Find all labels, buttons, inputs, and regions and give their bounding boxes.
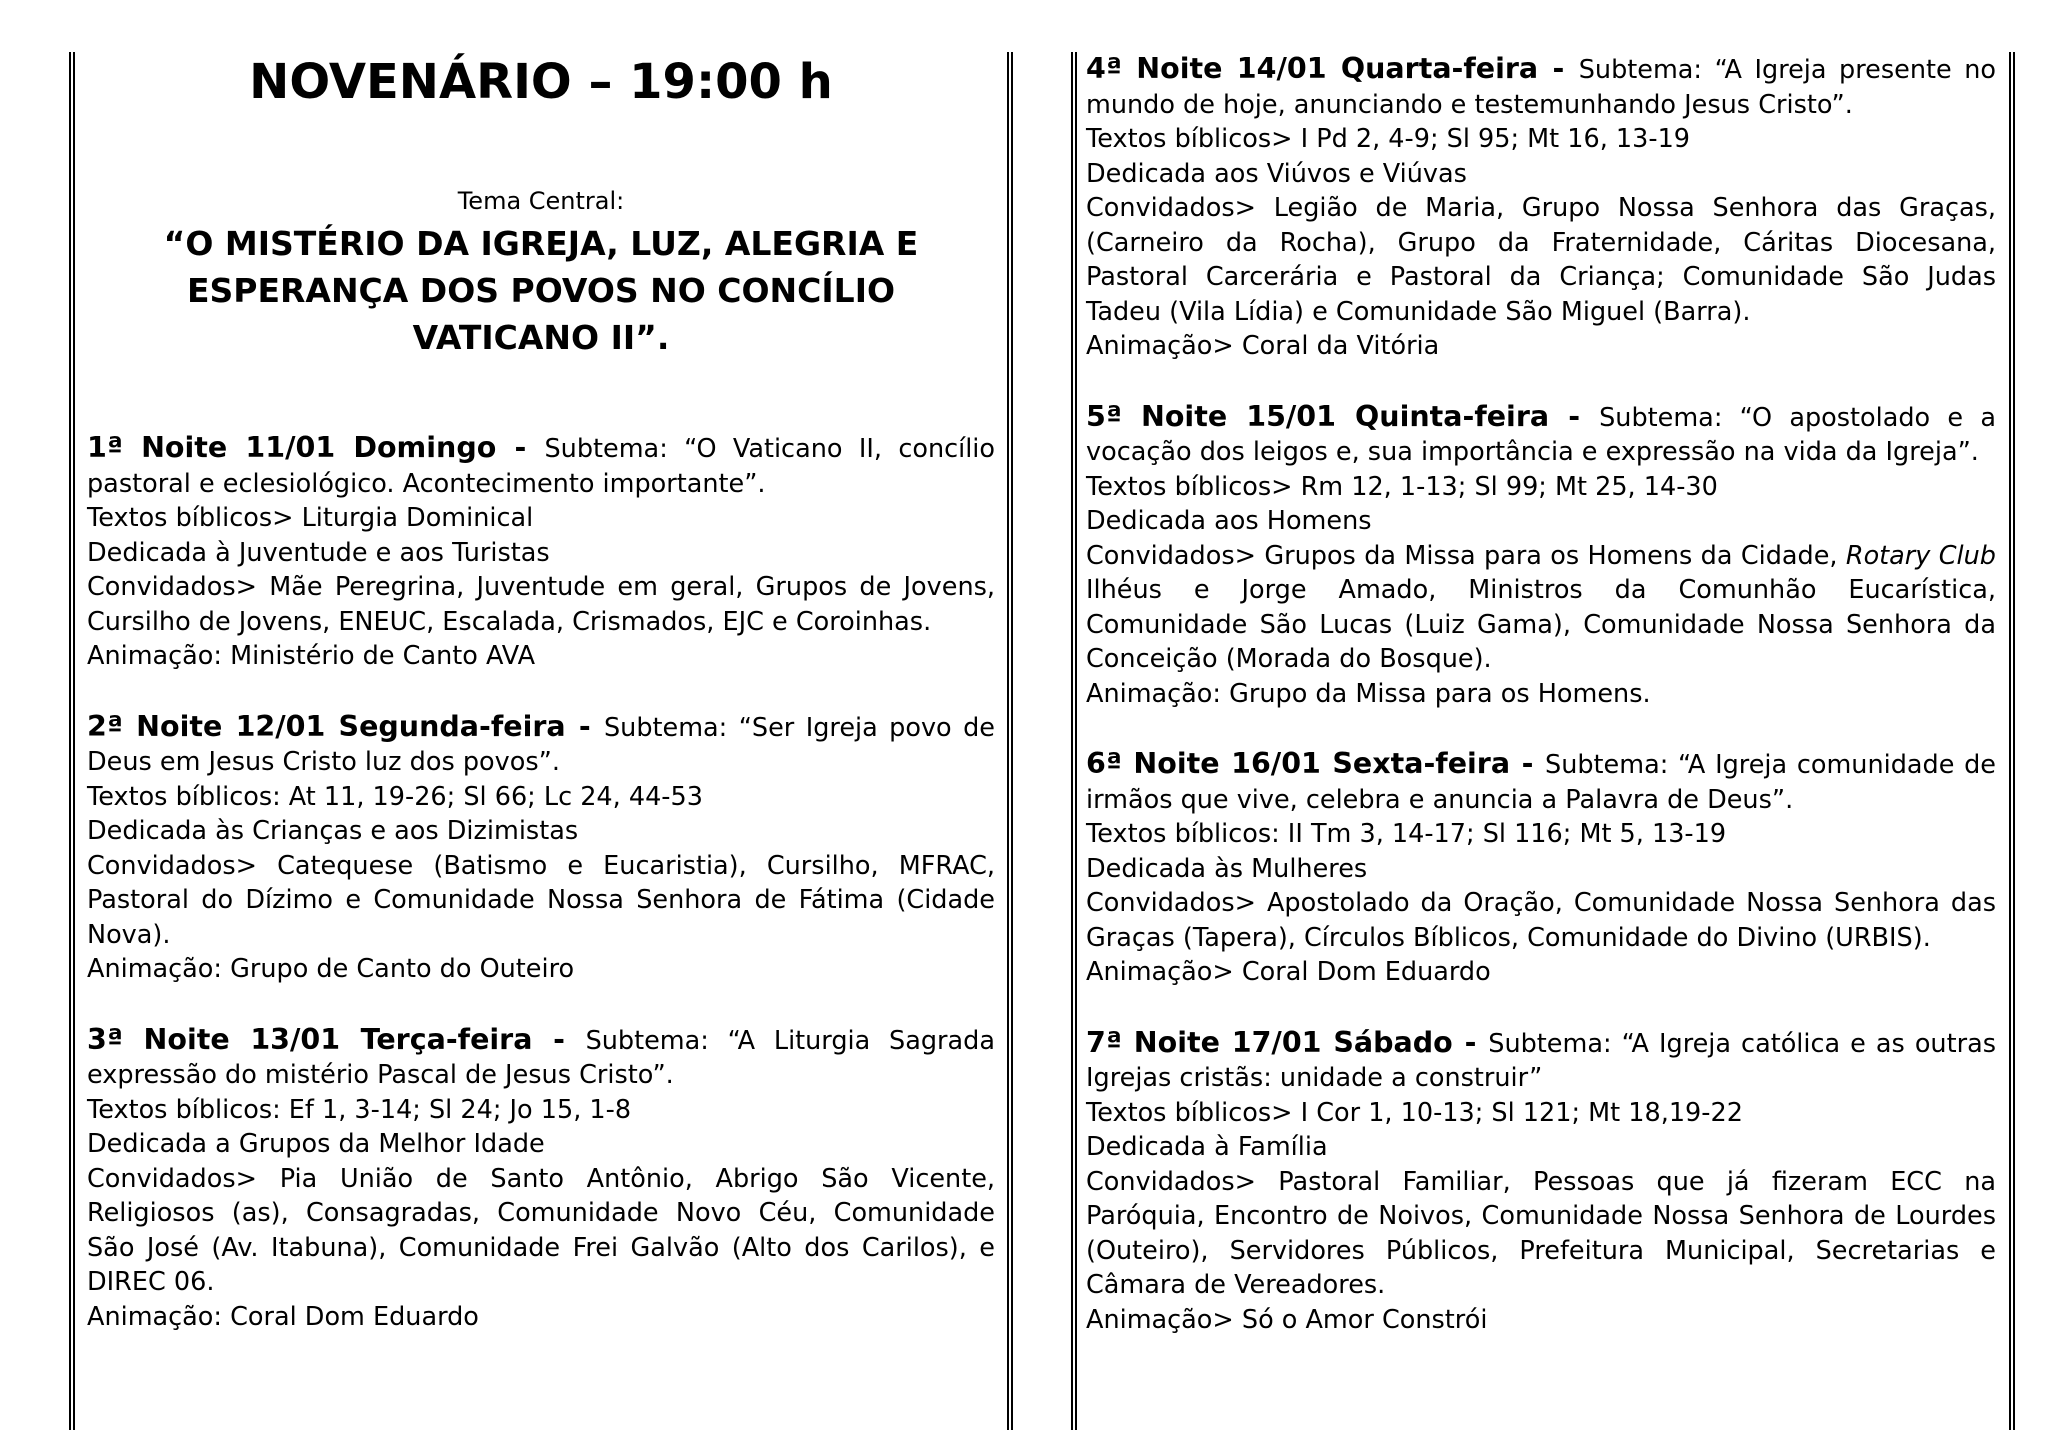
night-title: 2ª Noite 12/01 Segunda-feira — [87, 709, 566, 743]
night-title: 3ª Noite 13/01 Terça-feira — [87, 1022, 533, 1056]
night-animacao: Animação: Ministério de Canto AVA — [87, 641, 536, 671]
night-subtema: Subtema: “A Igreja comunidade de irmãos que vive, celebra e anuncia a Palavra de Deus”. — [1086, 750, 1996, 815]
night-animacao: Animação> Coral da Vitória — [1086, 331, 1440, 361]
rotary-club-text: Rotary Club — [1845, 540, 1996, 571]
night-textos: Textos bíblicos> Rm 12, 1-13; Sl 99; Mt 25, 14-30 — [1086, 471, 1718, 502]
night-textos: Textos bíblicos: At 11, 19-26; Sl 66; Lc 24, 44-53 — [87, 781, 703, 812]
night-4 — [1086, 52, 1996, 364]
tema-central-line: ESPERANÇA DOS POVOS NO CONCÍLIO — [186, 271, 896, 310]
night-animacao: Animação: Grupo da Missa para os Homens. — [1086, 678, 1651, 709]
night-animacao: Animação: Coral Dom Eduardo — [87, 1301, 479, 1332]
tema-central-line: “O MISTÉRIO DA IGREJA, LUZ, ALEGRIA E — [163, 224, 919, 263]
night-title: 4ª Noite 14/01 Quarta-feira — [1086, 52, 1539, 85]
night-textos: Textos bíblicos: II Tm 3, 14-17; Sl 116; Mt 5, 13-19 — [1086, 819, 1727, 849]
night-textos: Textos bíblicos: Ef 1, 3-14; Sl 24; Jo 15, 1-8 — [87, 1094, 632, 1125]
tema-central-label: Tema Central: — [457, 187, 625, 215]
night-convidados: Convidados> Catequese (Batismo e Eucaristia), Cursilho, MFRAC, Pastoral do Dízimo e Comunidade Nossa Senhora de Fátima (Cidade Nova). — [87, 850, 995, 950]
night-convidados: Convidados> Grupos da Missa para os Homens da Cidade, Rotary Club Ilhéus e Jorge Amado, Ministros da Comunhão Eucarística, Comunidade São Lucas (Luiz Gama), Comunidade Nossa Senhora da Conceição (Morada do Bosque). — [1086, 540, 1996, 674]
night-heading-line: 2ª Noite 12/01 Segunda-feira - Subtema: “Ser Igreja povo de Deus em Jesus Cristo luz dos povos”. — [87, 709, 995, 777]
night-subtema: Subtema: “Ser Igreja povo de Deus em Jesus Cristo luz dos povos”. — [87, 712, 995, 777]
night-heading-line: 5ª Noite 15/01 Quinta-feira - Subtema: “O apostolado e a vocação dos leigos e, sua importância e expressão na vida da Igreja”. — [1086, 399, 1996, 467]
night-dedicada: Dedicada à Juventude e aos Turistas — [87, 537, 550, 568]
night-5 — [1086, 400, 1996, 712]
night-convidados: Convidados> Legião de Maria, Grupo Nossa Senhora das Graças, (Carneiro da Rocha), Grupo da Fraternidade, Cáritas Diocesana, Pastoral Carcerária e Pastoral da Criança; Comunidade São Judas Tadeu (Vila Lídia) e Comunidade São Miguel (Barra). — [1086, 193, 1996, 327]
night-3 — [87, 1023, 995, 1335]
night-dedicada: Dedicada à Família — [1086, 1132, 1328, 1162]
night-title: 7ª Noite 17/01 Sábado — [1086, 1025, 1453, 1059]
night-dedicada: Dedicada a Grupos da Melhor Idade — [87, 1129, 545, 1159]
night-dedicada: Dedicada às Crianças e aos Dizimistas — [87, 816, 579, 846]
center-border-line-right — [1071, 52, 1077, 1430]
night-heading-line: 1ª Noite 11/01 Domingo - Subtema: “O Vaticano II, concílio pastoral e eclesiológico. Acontecimento importante”. — [87, 431, 995, 499]
night-convidados: Convidados> Mãe Peregrina, Juventude em geral, Grupos de Jovens, Cursilho de Jovens, ENEUC, Escalada, Crismados, EJC e Coroinhas. — [87, 572, 995, 637]
night-animacao: Animação> Coral Dom Eduardo — [1086, 957, 1491, 987]
night-convidados: Convidados> Pia União de Santo Antônio, Abrigo São Vicente, Religiosos (as), Consagradas, Comunidade Novo Céu, Comunidade São José (Av. Itabuna), Comunidade Frei Galvão (Alto dos Carilos), e DIREC 06. — [87, 1163, 995, 1297]
night-subtema: Subtema: “A Liturgia Sagrada expressão do mistério Pascal de Jesus Cristo”. — [87, 1025, 995, 1090]
night-subtema: Subtema: “O apostolado e a vocação dos leigos e, sua importância e expressão na vida da Igreja”. — [1086, 402, 1996, 467]
night-animacao: Animação: Grupo de Canto do Outeiro — [87, 954, 575, 984]
night-subtema: Subtema: “A Igreja católica e as outras Igrejas cristãs: unidade a construir” — [1086, 1028, 1996, 1093]
night-textos: Textos bíblicos> I Pd 2, 4-9; Sl 95; Mt 16, 13-19 — [1086, 124, 1691, 154]
night-dedicada: Dedicada aos Viúvos e Viúvas — [1086, 158, 1467, 189]
night-title: 6ª Noite 16/01 Sexta-feira — [1086, 747, 1511, 780]
night-heading-line: 6ª Noite 16/01 Sexta-feira - Subtema: “A Igreja comunidade de irmãos que vive, celebra e anuncia a Palavra de Deus”. — [1086, 747, 1996, 815]
night-heading-line: 3ª Noite 13/01 Terça-feira - Subtema: “A Liturgia Sagrada expressão do mistério Pascal de Jesus Cristo”. — [87, 1022, 995, 1090]
night-dedicada: Dedicada aos Homens — [1086, 506, 1372, 536]
night-convidados: Convidados> Apostolado da Oração, Comunidade Nossa Senhora das Graças (Tapera), Círculos Bíblicos, Comunidade do Divino (URBIS). — [1086, 888, 1996, 953]
right-column — [1086, 52, 1996, 1337]
night-1 — [87, 431, 995, 674]
night-2 — [87, 710, 995, 987]
night-heading-line: 7ª Noite 17/01 Sábado - Subtema: “A Igreja católica e as outras Igrejas cristãs: unidade a construir” — [1086, 1025, 1996, 1093]
page-title: NOVENÁRIO – 19:00 h — [249, 54, 833, 110]
right-border-line — [2009, 52, 2015, 1430]
night-dedicada: Dedicada às Mulheres — [1086, 853, 1368, 884]
night-heading-line: 4ª Noite 14/01 Quarta-feira - Subtema: “A Igreja presente no mundo de hoje, anunciando e testemunhando Jesus Cristo”. — [1086, 52, 1996, 120]
night-convidados: Convidados> Pastoral Familiar, Pessoas que já fizeram ECC na Paróquia, Encontro de Noivos, Comunidade Nossa Senhora de Lourdes (Outeiro), Servidores Públicos, Prefeitura Municipal, Secretarias e Câmara de Vereadores. — [1086, 1166, 1996, 1300]
center-border-line-left — [1007, 52, 1013, 1430]
night-title: 1ª Noite 11/01 Domingo — [87, 431, 497, 464]
night-subtema: Subtema: “O Vaticano II, concílio pastoral e eclesiológico. Acontecimento importante”. — [87, 434, 995, 499]
night-animacao: Animação> Só o Amor Constrói — [1086, 1304, 1488, 1335]
night-7 — [1086, 1026, 1996, 1338]
left-column — [87, 52, 995, 1334]
left-border-line — [69, 52, 75, 1430]
night-textos: Textos bíblicos> Liturgia Dominical — [87, 503, 534, 533]
night-6 — [1086, 747, 1996, 990]
tema-central-line: VATICANO II”. — [412, 318, 670, 357]
night-subtema: Subtema: “A Igreja presente no mundo de hoje, anunciando e testemunhando Jesus Cristo”. — [1086, 55, 1996, 120]
night-textos: Textos bíblicos> I Cor 1, 10-13; Sl 121; Mt 18,19-22 — [1086, 1097, 1743, 1128]
night-title: 5ª Noite 15/01 Quinta-feira — [1086, 399, 1550, 433]
